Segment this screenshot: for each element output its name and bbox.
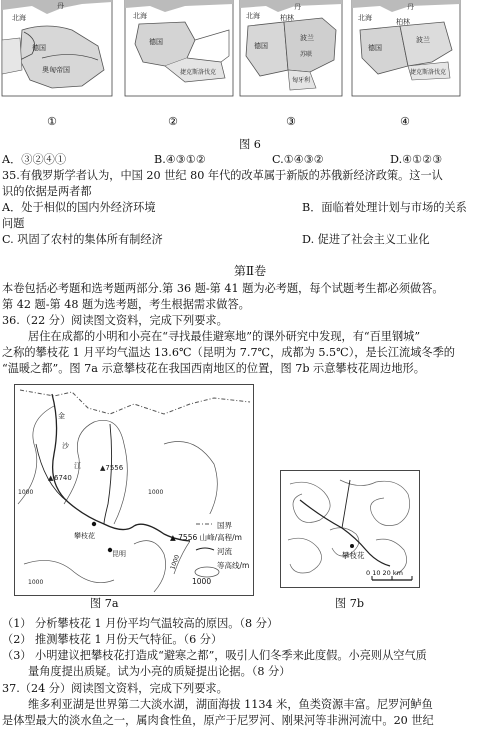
figure-6-caption: 图 6: [239, 138, 261, 151]
q36-para-line2: 之称的攀枝花 1 月平均气温达 13.6℃（昆明为 7.7℃，成都为 5.5℃），是长江流域冬季的: [2, 346, 455, 359]
map3-label-germany: 德国: [254, 42, 268, 50]
fig7a-label-kunming: 昆明: [112, 550, 126, 558]
q35-option-b: B．面临着处理计划与市场的关系: [302, 201, 467, 214]
fig7a-peak-6740: 6740: [54, 474, 72, 482]
q34-option-b: B.④③①②: [154, 153, 206, 166]
fig7a-label-panzhihua: 攀枝花: [74, 532, 95, 540]
svg-text:▲: ▲: [48, 474, 54, 482]
map3-label-north-sea: 北海: [246, 12, 260, 20]
fig7b-label-panzhihua: 攀枝花: [342, 551, 365, 560]
fig7a-contour-1000-b: 1000: [148, 489, 164, 496]
map1-label-austria-hungary: 奥匈帝国: [42, 66, 70, 74]
map4-label-czech: 捷克斯洛伐克: [410, 69, 447, 76]
fig7a-legend-contour: 等高线/m: [217, 561, 250, 570]
map1-number: ①: [47, 115, 57, 128]
map-panel-3: [240, 0, 342, 96]
map3-label-dan: 丹: [294, 3, 301, 11]
fig7a-legend-river: 河流: [217, 547, 232, 556]
figure-6-maps: [0, 0, 500, 150]
figure-7b: [280, 470, 420, 588]
q34-option-d: D.④①②③: [390, 153, 443, 166]
fig7a-label-jiang: 江: [74, 462, 81, 470]
map1-label-north-sea: 北海: [12, 14, 26, 22]
map2-label-germany: 德国: [149, 38, 163, 46]
map3-label-poland: 波兰: [300, 34, 314, 42]
map1-label-germany: 德国: [32, 44, 46, 52]
map4-label-germany: 德国: [368, 44, 382, 52]
q36-heading: 36.（22 分）阅读图文资料，完成下列要求。: [2, 314, 228, 327]
map2-label-czech: 捷克斯洛伐克: [180, 69, 217, 76]
figure-7b-caption: 图 7b: [335, 597, 365, 610]
map-panel-2: [125, 0, 233, 96]
q36-para-line1: 居住在成都的小明和小亮在“寻找最佳避寒地”的课外研究中发现，有“百里钢城”: [28, 330, 421, 343]
q37-heading: 37.（24 分）阅读图文资料，完成下列要求。: [2, 682, 228, 695]
fig7a-peak-7556: ▲7556: [100, 464, 124, 472]
q35-option-a: A．处于相似的国内外经济环境: [2, 201, 156, 214]
fig7a-legend-peak: ▲ 7556 山峰/高程/m: [170, 533, 242, 542]
section-2-intro-line1: 本卷包括必考题和选考题两部分.第 36 题-第 41 题为必考题，每个试题考生都必须做答。: [2, 282, 444, 295]
section-2-intro-line2: 第 42 题-第 48 题为选考题，考生根据需求做答。: [2, 298, 250, 311]
map1-label-dan: 丹: [57, 2, 64, 10]
fig7a-legend-contour-value: 1000: [192, 577, 212, 586]
fig7a-label-sha: 沙: [62, 442, 69, 450]
q35-stem-line1: 35.有俄罗斯学者认为，中国 20 世纪 80 年代的改革属于新版的苏俄新经济政策。这一认: [2, 169, 443, 182]
map3-number: ③: [286, 115, 296, 128]
q35-option-c: C. 巩固了农村的集体所有制经济: [2, 233, 163, 246]
q36-para-line3: “温暖之都”。图 7a 示意攀枝花在我国西南地区的位置，图 7b 示意攀枝花周边地形。: [2, 362, 425, 375]
map2-label-north-sea: 北海: [133, 12, 147, 20]
figure-7a: [14, 384, 254, 596]
q34-option-c: C.①④③②: [272, 153, 324, 166]
q34-option-a: A．③②④①: [2, 153, 67, 166]
fig7a-label-jin: 金: [58, 412, 65, 420]
q36-sub3-line1: （3） 小明建议把攀枝花打造成“避寒之都”，吸引人们冬季来此度假。小亮则从空气质: [2, 649, 427, 662]
q36-sub3-line2: 量角度提出质疑。试为小亮的质疑提出论据。（8 分）: [28, 665, 291, 678]
fig7b-scale: 0 10 20 km: [366, 569, 403, 577]
figure-6: [0, 0, 500, 150]
map4-label-berlin: 柏林: [396, 18, 410, 26]
map4-label-dan: 丹: [407, 3, 414, 11]
map-panel-1: [2, 0, 112, 96]
map3-label-ussr: 苏联: [300, 51, 313, 58]
q35-stem-line2: 识的依据是两者都: [2, 185, 92, 198]
map-panel-4: [352, 0, 460, 96]
q37-para-line2: 是体型最大的淡水鱼之一，属肉食性鱼，原产于尼罗河、刚果河等非洲河流中。20 世纪: [2, 714, 434, 727]
map3-label-hungary: 匈牙利: [292, 77, 311, 84]
fig7a-contour-1000-c: 1000: [169, 553, 182, 571]
q35-option-b-cont: 问题: [2, 217, 25, 230]
q36-sub1: （1） 分析攀枝花 1 月份平均气温较高的原因。（8 分）: [2, 617, 279, 630]
fig7a-contour-1000-a: 1000: [28, 579, 44, 586]
fig7a-contour-1000-d: 1000: [18, 489, 34, 496]
map4-number: ④: [400, 115, 410, 128]
section-2-title: 第Ⅱ卷: [233, 264, 267, 278]
fig7a-panzhihua-dot: [92, 522, 96, 526]
fig7a-legend-border: 国界: [217, 521, 232, 530]
map4-label-poland: 波兰: [416, 36, 430, 44]
q36-sub2: （2） 推测攀枝花 1 月份天气特征。（6 分）: [2, 633, 223, 646]
q35-option-d: D. 促进了社会主义工业化: [302, 233, 430, 246]
map3-label-berlin: 柏林: [280, 14, 294, 22]
map2-number: ②: [168, 115, 178, 128]
map4-label-north-sea: 北海: [358, 14, 372, 22]
q37-para-line1: 维多利亚湖是世界第二大淡水湖，湖面海拔 1134 米，鱼类资源丰富。尼罗河鲈鱼: [28, 698, 433, 711]
figure-7a-caption: 图 7a: [90, 597, 119, 610]
